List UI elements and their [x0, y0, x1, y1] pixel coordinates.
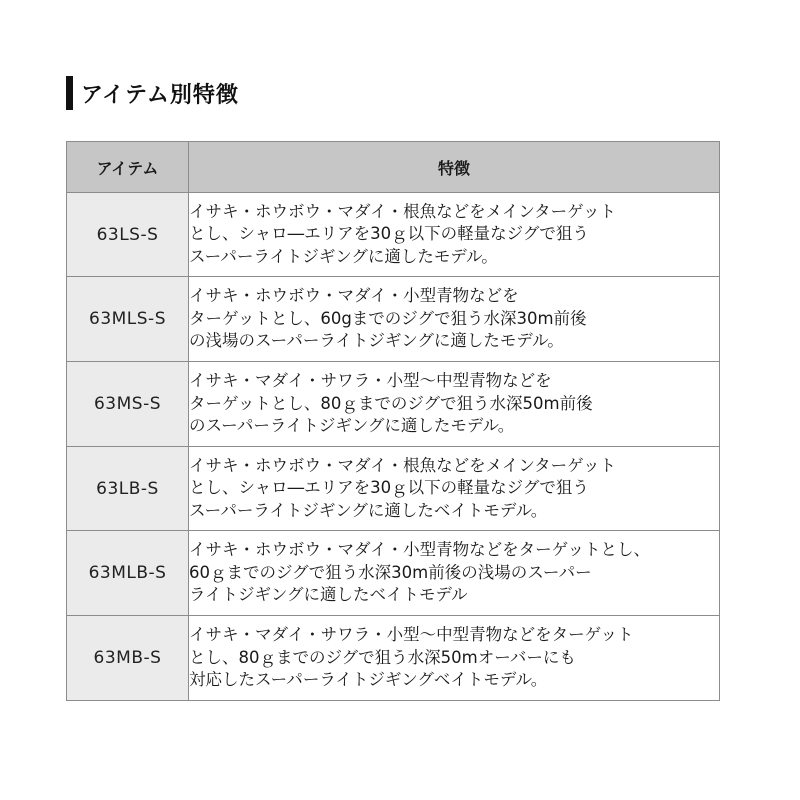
feature-line: スーパーライトジギングに適したモデル。 [189, 246, 498, 266]
feature-cell [189, 531, 720, 616]
item-features-table [66, 141, 720, 701]
feature-line: スーパーライトジギングに適したベイトモデル。 [189, 500, 548, 520]
feature-cell [189, 193, 720, 277]
feature-line: イサキ・マダイ・サワラ・小型～中型青物などをターゲット [189, 625, 634, 645]
item-name-cell: 63MS-S [67, 362, 189, 447]
item-name-cell: 63MLS-S [67, 277, 189, 362]
feature-line: とし、シャロ―エリアを30ｇ以下の軽量なジグで狙う [189, 478, 589, 498]
column-header-feature: 特徴 [189, 142, 720, 193]
section-header [66, 76, 239, 110]
feature-line: 60ｇまでのジグで狙う水深30m前後の浅場のスーパー [189, 562, 592, 582]
feature-line: イサキ・ホウボウ・マダイ・根魚などをメインターゲット [189, 201, 617, 221]
feature-line: とし、シャロ―エリアを30ｇ以下の軽量なジグで狙う [189, 224, 589, 244]
table-row [67, 362, 720, 447]
table-row [67, 447, 720, 531]
feature-cell [189, 277, 720, 362]
feature-line: イサキ・ホウボウ・マダイ・小型青物などをターゲットとし、 [189, 540, 651, 560]
item-name-cell: 63MB-S [67, 616, 189, 701]
section-title: アイテム別特徴 [81, 82, 239, 108]
table-row [67, 531, 720, 616]
section-marker-bar [66, 76, 73, 110]
feature-cell [189, 447, 720, 531]
feature-line: ライトジギングに適したベイトモデル [189, 585, 468, 605]
table-row [67, 277, 720, 362]
feature-line: ターゲットとし、80ｇまでのジグで狙う水深50m前後 [189, 393, 593, 413]
feature-line: ターゲットとし、60gまでのジグで狙う水深30m前後 [189, 308, 587, 328]
table-header-row [67, 142, 720, 193]
feature-line: の浅場のスーパーライトジギングに適したモデル。 [189, 331, 564, 351]
feature-line: とし、80ｇまでのジグで狙う水深50mオーバーにも [189, 647, 576, 667]
feature-cell [189, 616, 720, 701]
feature-line: 対応したスーパーライトジギングベイトモデル。 [189, 670, 548, 690]
column-header-item: アイテム [67, 142, 189, 193]
feature-line: イサキ・ホウボウ・マダイ・小型青物などを [189, 286, 519, 306]
table-row [67, 193, 720, 277]
feature-cell [189, 362, 720, 447]
table-row [67, 616, 720, 701]
item-name-cell: 63MLB-S [67, 531, 189, 616]
feature-line: のスーパーライトジギングに適したモデル。 [189, 416, 515, 436]
feature-line: イサキ・マダイ・サワラ・小型～中型青物などを [189, 371, 552, 391]
feature-line: イサキ・ホウボウ・マダイ・根魚などをメインターゲット [189, 455, 617, 475]
item-name-cell: 63LB-S [67, 447, 189, 531]
item-name-cell: 63LS-S [67, 193, 189, 277]
